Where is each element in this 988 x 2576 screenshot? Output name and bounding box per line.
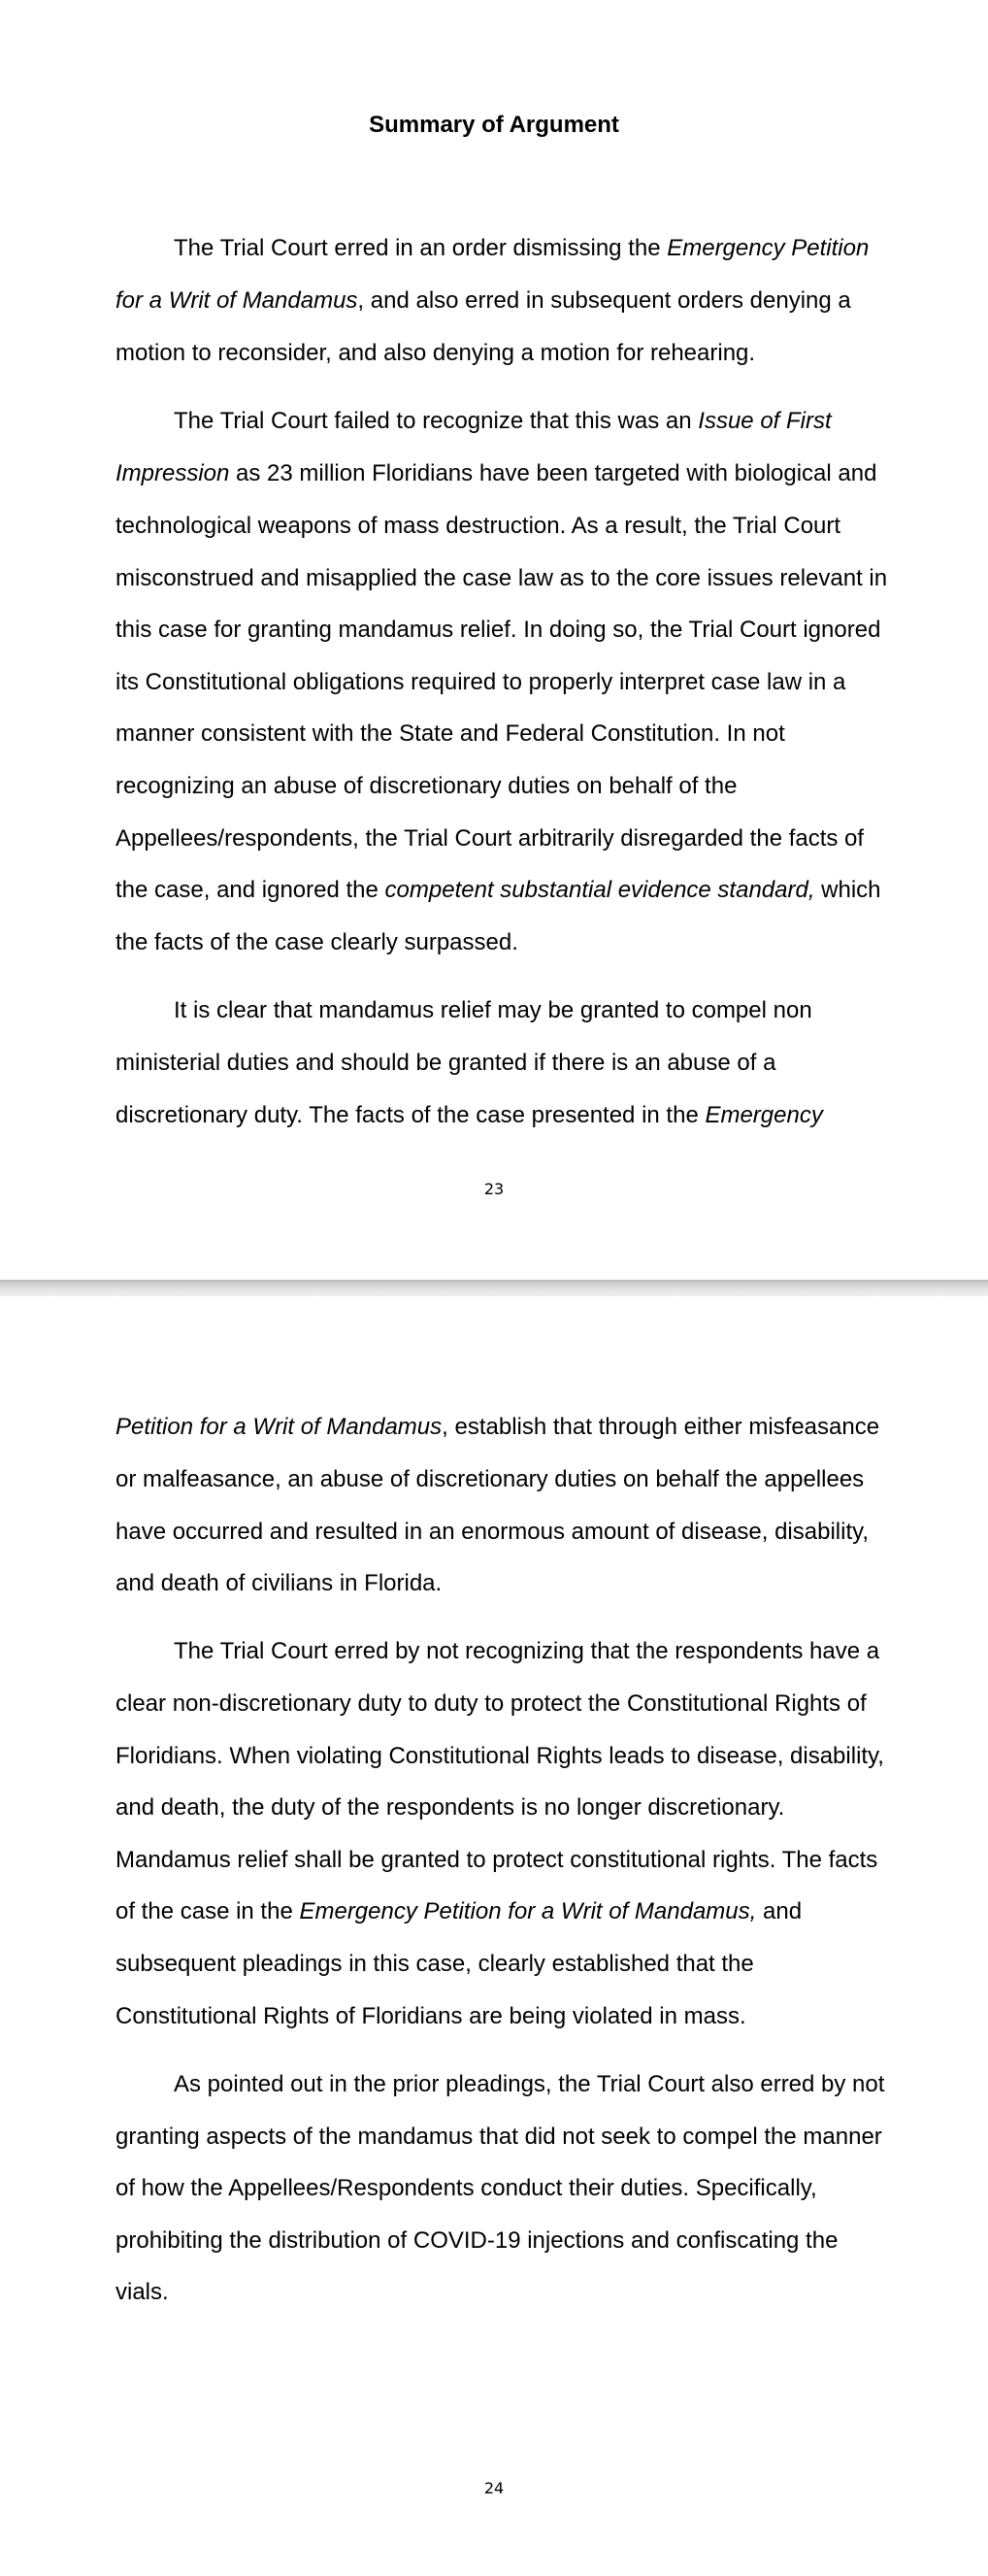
text-line: for a Writ of Mandamus, and also erred in subsequent orders denying a [115, 287, 851, 314]
document-page-24 [0, 1296, 988, 2576]
page-number: 23 [483, 1180, 505, 1198]
text-line: The Trial Court erred by not recognizing that the respondents have a [174, 1638, 880, 1664]
text-line: Appellees/respondents, the Trial Court arbitrarily disregarded the facts of [115, 825, 865, 852]
text-line: manner consistent with the State and Federal Constitution. In not [115, 720, 785, 747]
text-line: and death, the duty of the respondents is no longer discretionary. [115, 1794, 785, 1821]
text-line: or malfeasance, an abuse of discretionary duties on behalf the appellees [115, 1466, 865, 1492]
text-line: Impression as 23 million Floridians have been targeted with biological and [115, 460, 877, 486]
page-number: 24 [483, 2479, 505, 2497]
text-line: of how the Appellees/Respondents conduct their duties. Specifically, [115, 2175, 817, 2201]
text-line: The Trial Court failed to recognize that this was an Issue of First [174, 408, 832, 434]
section-title: Summary of Argument [369, 112, 619, 138]
text-line: technological weapons of mass destruction. As a result, the Trial Court [115, 513, 841, 539]
text-line: Constitutional Rights of Floridians are being violated in mass. [115, 2003, 746, 2029]
text-line: its Constitutional obligations required to properly interpret case law in a [115, 669, 846, 695]
text-line: vials. [115, 2279, 169, 2305]
document-page-23 [0, 0, 988, 1280]
text-line: recognizing an abuse of discretionary duties on behalf of the [115, 773, 738, 799]
text-line: subsequent pleadings in this case, clearly established that the [115, 1951, 754, 1977]
text-line: Petition for a Writ of Mandamus, establish that through either misfeasance [115, 1414, 880, 1440]
text-line: have occurred and resulted in an enormous amount of disease, disability, [115, 1519, 870, 1545]
text-line: Mandamus relief shall be granted to protect constitutional rights. The facts [115, 1847, 878, 1873]
text-line: the facts of the case clearly surpassed. [115, 929, 518, 955]
text-line: As pointed out in the prior pleadings, the Trial Court also erred by not [174, 2071, 885, 2097]
text-line: The Trial Court erred in an order dismissing the Emergency Petition [174, 235, 870, 261]
text-line: misconstrued and misapplied the case law as to the core issues relevant in [115, 565, 888, 591]
text-line: and death of civilians in Florida. [115, 1570, 443, 1596]
text-line: motion to reconsider, and also denying a motion for rehearing. [115, 340, 756, 366]
text-line: this case for granting mandamus relief. In doing so, the Trial Court ignored [115, 617, 881, 643]
text-line: prohibiting the distribution of COVID-19 injections and confiscating the [115, 2227, 839, 2254]
text-line: granting aspects of the mandamus that did not seek to compel the manner [115, 2124, 882, 2150]
text-line: the case, and ignored the competent substantial evidence standard, which [115, 877, 881, 903]
text-line: of the case in the Emergency Petition for a Writ of Mandamus, and [115, 1898, 803, 1924]
text-line: clear non-discretionary duty to duty to protect the Constitutional Rights of [115, 1690, 867, 1717]
text-line: ministerial duties and should be granted if there is an abuse of a [115, 1050, 776, 1076]
text-line: Floridians. When violating Constitutional Rights leads to disease, disability, [115, 1743, 884, 1769]
page-separator [0, 1280, 988, 1296]
text-line: It is clear that mandamus relief may be granted to compel non [174, 997, 812, 1023]
text-line: discretionary duty. The facts of the case presented in the Emergency [115, 1102, 823, 1128]
